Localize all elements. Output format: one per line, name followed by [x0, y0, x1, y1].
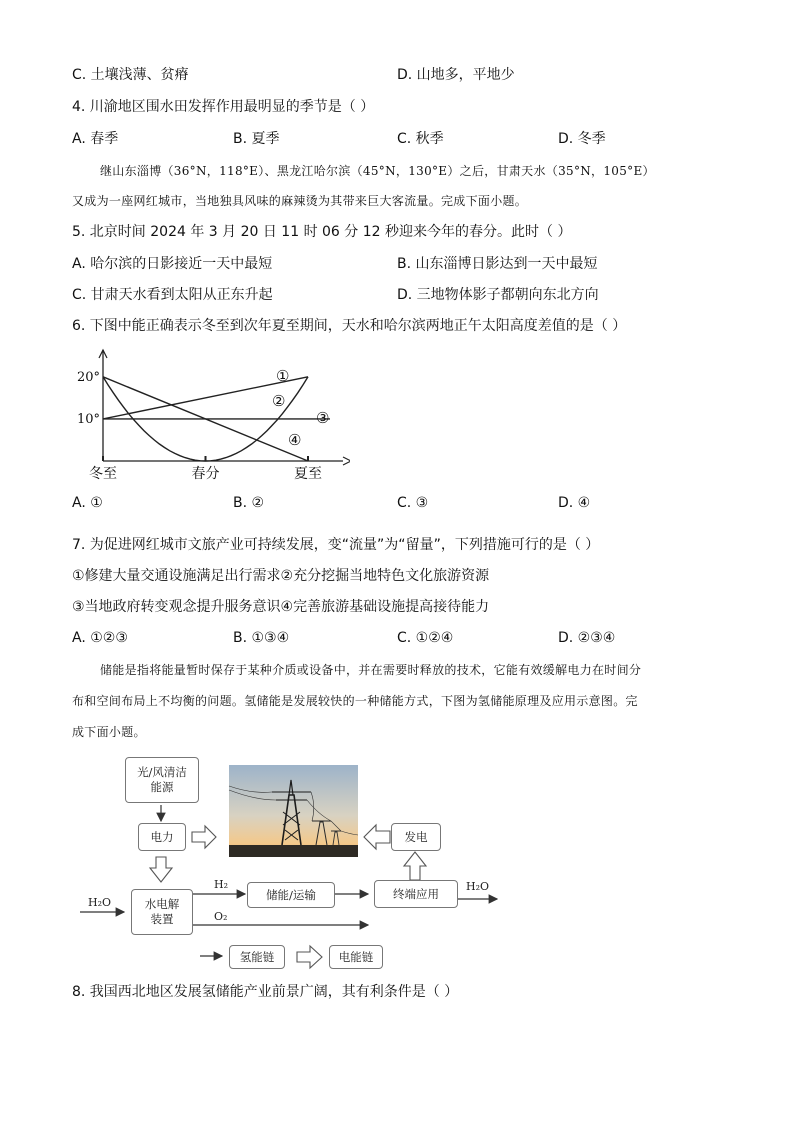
clean-energy-box	[125, 757, 199, 803]
series-label-2: ②	[272, 392, 286, 410]
hollow-arrow-terminal-to-generation	[404, 852, 426, 880]
x-tick-label: 夏至	[294, 466, 322, 482]
transmission-tower-photo	[229, 765, 358, 857]
x-axis-arrow	[343, 457, 350, 465]
passage2-line3: 成下面小题。	[72, 725, 146, 739]
electric-chain-box	[329, 945, 383, 969]
q4-stem: 4. 川渝地区围水田发挥作用最明显的季节是（ ）	[72, 99, 375, 115]
q4-option-a: A. 春季	[72, 131, 119, 147]
passage1-line2: 又成为一座网红城市，当地独具风味的麻辣烫为其带来巨大客流量。完成下面小题。	[72, 194, 528, 208]
x-tick-label: 冬至	[89, 466, 117, 482]
hollow-arrow-power-to-grid	[192, 826, 216, 848]
h2-label: H₂	[214, 878, 229, 891]
hollow-arrow-power-to-electrolysis	[150, 857, 172, 882]
passage2-line1: 储能是指将能量暂时保存于某种介质或设备中，并在需要时释放的技术，它能有效缓解电力在时间分	[100, 663, 642, 677]
q7-statements-3-4: ③当地政府转变观念提升服务意识④完善旅游基础设施提高接待能力	[72, 599, 490, 615]
q8-stem: 8. 我国西北地区发展氢储能产业前景广阔，其有利条件是（ ）	[72, 984, 459, 1000]
clean-energy-line1: 光/风清洁	[137, 765, 187, 779]
q5-stem: 5. 北京时间 2024 年 3 月 20 日 11 时 06 分 12 秒迎来今年的春分。此时（ ）	[72, 224, 572, 240]
sun-altitude-chart	[70, 344, 350, 484]
series-label-1: ①	[276, 367, 290, 385]
electrolysis-line2: 装置	[150, 912, 174, 926]
q5-option-d: D. 三地物体影子都朝向东北方向	[397, 287, 599, 303]
electric-chain-label: 电能链	[338, 949, 374, 964]
electrolysis-box	[131, 889, 193, 935]
o2-label: O₂	[214, 910, 228, 923]
q4-option-b: B. 夏季	[233, 131, 280, 147]
q7-option-b: B. ①③④	[233, 630, 290, 646]
generation-label: 发电	[404, 829, 428, 844]
q6-option-d: D. ④	[558, 495, 591, 511]
q6-option-a: A. ①	[72, 495, 103, 511]
series-label-4: ④	[288, 431, 302, 449]
q7-option-d: D. ②③④	[558, 630, 616, 646]
hydrogen-chain-box	[229, 945, 285, 969]
y-tick-label: 20°	[76, 369, 100, 385]
q6-option-b: B. ②	[233, 495, 265, 511]
x-tick-label: 春分	[191, 466, 220, 482]
terminal-label: 终端应用	[393, 886, 439, 901]
q3-option-c: C. 土壤浅薄、贫瘠	[72, 67, 189, 83]
generation-box	[391, 823, 441, 851]
terminal-application-box	[374, 880, 458, 908]
q7-option-a: A. ①②③	[72, 630, 128, 646]
q7-option-c: C. ①②④	[397, 630, 454, 646]
passage1-line1: 继山东淄博（36°N，118°E）、黑龙江哈尔滨（45°N，130°E）之后，甘肃天水（35°N，105°E）	[100, 164, 655, 178]
q5-option-a: A. 哈尔滨的日影接近一天中最短	[72, 256, 273, 272]
q7-statements-1-2: ①修建大量交通设施满足出行需求②充分挖掘当地特色文化旅游资源	[72, 568, 490, 584]
water-out-label: H₂O	[466, 880, 490, 893]
y-tick-label: 10°	[76, 411, 100, 427]
q6-option-c: C. ③	[397, 495, 429, 511]
hollow-arrow-chain	[297, 946, 322, 968]
electrolysis-line1: 水电解	[144, 897, 180, 911]
q7-stem: 7. 为促进网红城市文旅产业可持续发展，变“流量”为“留量”，下列措施可行的是（ ）	[72, 537, 600, 553]
q3-option-d: D. 山地多，平地少	[397, 67, 515, 83]
passage2-line2: 布和空间布局上不均衡的问题。氢储能是发展较快的一种储能方式，下图为氢储能原理及应用示意图。完	[72, 694, 638, 708]
clean-energy-line2: 能源	[150, 780, 174, 794]
q6-stem: 6. 下图中能正确表示冬至到次年夏至期间，天水和哈尔滨两地正午太阳高度差值的是（ ）	[72, 318, 627, 334]
power-box	[138, 823, 186, 851]
hollow-arrow-generation-to-grid	[364, 825, 390, 849]
series-label-3: ③	[316, 409, 330, 427]
q5-option-b: B. 山东淄博日影达到一天中最短	[397, 256, 598, 272]
q4-option-d: D. 冬季	[558, 131, 606, 147]
storage-transport-box	[247, 882, 335, 908]
q4-option-c: C. 秋季	[397, 131, 444, 147]
hydrogen-chain-label: 氢能链	[239, 949, 275, 964]
water-in-label: H₂O	[88, 896, 112, 909]
power-label: 电力	[150, 829, 174, 844]
q5-option-c: C. 甘肃天水看到太阳从正东升起	[72, 287, 273, 303]
storage-label: 储能/运输	[266, 887, 316, 902]
